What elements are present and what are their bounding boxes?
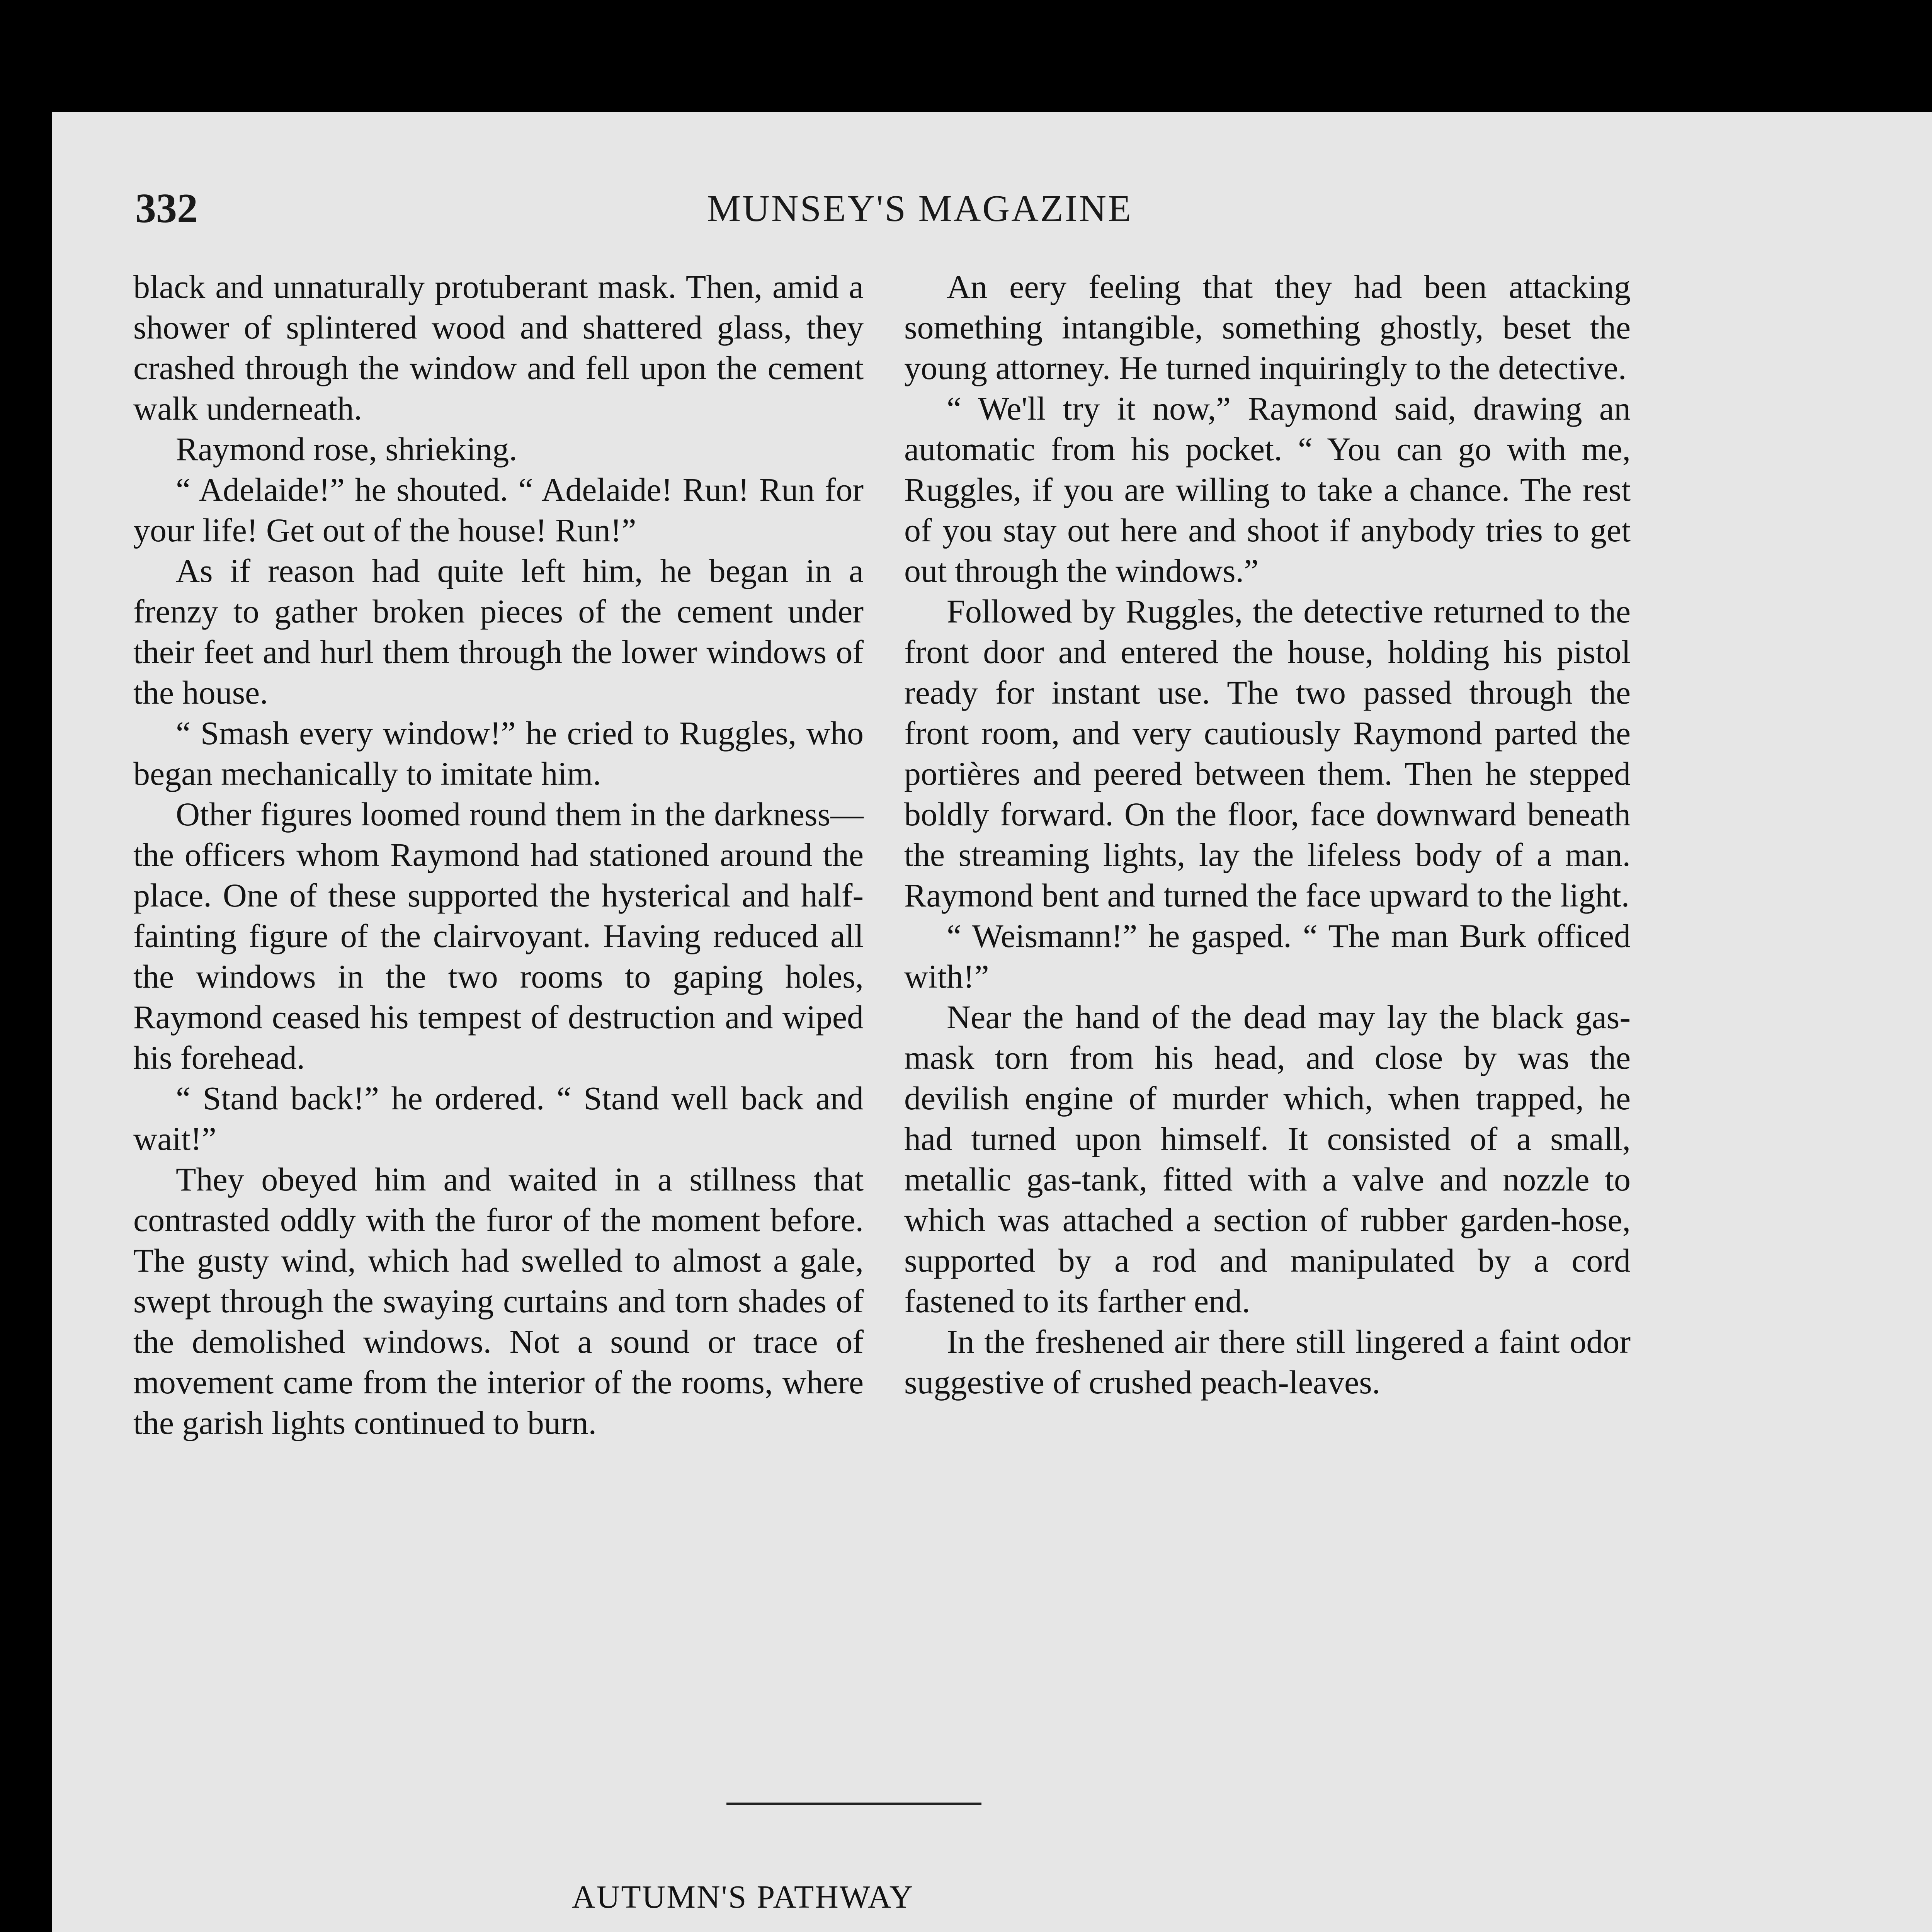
section-divider bbox=[726, 1803, 981, 1805]
paragraph: black and unnaturally protuberant mask. Then, amid a shower of splintered wood and shattered glass, they crashed through the window and fell upon the cement walk underneath. bbox=[133, 268, 864, 427]
running-head: MUNSEY'S MAGAZINE bbox=[707, 188, 1133, 230]
left-column bbox=[133, 267, 864, 1443]
paragraph: Other figures loomed round them in the darkness—the officers whom Raymond had stationed around the place. One of these supported the hysterical and half-fainting figure of the clairvoyant. Having reduced all the windows in the two rooms to gaping holes, Raymond ceased his tempest of destruction and wiped his forehead. bbox=[133, 796, 864, 1076]
paragraph: “ Smash every window!” he cried to Ruggles, who began mechanically to imitate him. bbox=[133, 714, 864, 792]
paragraph: “ We'll try it now,” Raymond said, drawing an automatic from his pocket. “ You can go with me, Ruggles, if you are willing to take a chance. The rest of you stay out here and shoot if anybody tries to get out through the windows.” bbox=[904, 390, 1631, 589]
paragraph: They obeyed him and waited in a stillness that contrasted oddly with the furor of the moment before. The gusty wind, which had swelled to almost a gale, swept through the swaying curtains and torn shades of the demolished windows. Not a sound or trace of movement came from the interior of the rooms, where the garish lights continued to burn. bbox=[133, 1161, 864, 1441]
page-number: 332 bbox=[135, 185, 198, 231]
paragraph: “ Adelaide!” he shouted. “ Adelaide! Run! Run for your life! Get out of the house! Run!” bbox=[133, 471, 864, 549]
paragraph: As if reason had quite left him, he began in a frenzy to gather broken pieces of the cement under their feet and hurl them through the lower windows of the house. bbox=[133, 552, 864, 711]
paragraph: Raymond rose, shrieking. bbox=[176, 430, 517, 468]
poem-title bbox=[572, 1874, 1298, 1920]
poem-title-text: AUTUMN'S PATHWAY bbox=[572, 1879, 914, 1915]
paragraph: In the freshened air there still lingered a faint odor suggestive of crushed peach-leaves. bbox=[904, 1323, 1631, 1401]
paragraph: Near the hand of the dead may lay the black gas-mask torn from his head, and close by was the devilish engine of murder which, when trapped, he had turned upon himself. It consisted of a small, metallic gas-tank, fitted with a valve and nozzle to which was attached a section of rubber garden-hose, supported by a rod and manipulated by a cord fastened to its farther end. bbox=[904, 998, 1631, 1320]
paragraph: An eery feeling that they had been attacking something intangible, something ghostly, beset the young attorney. He turned inquiringly to the detective. bbox=[904, 268, 1631, 386]
paragraph: “ Weismann!” he gasped. “ The man Burk officed with!” bbox=[904, 917, 1631, 995]
right-column bbox=[904, 267, 1631, 1403]
paragraph: Followed by Ruggles, the detective returned to the front door and entered the house, holding his pistol ready for instant use. The two passed through the front room, and very cautiously Raymond parted the portières and peered between them. Then he stepped boldly forward. On the floor, face downward beneath the streaming lights, lay the lifeless body of a man. Raymond bent and turned the face upward to the light. bbox=[904, 593, 1631, 914]
paragraph: “ Stand back!” he ordered. “ Stand well back and wait!” bbox=[133, 1080, 864, 1157]
page-header bbox=[135, 178, 1681, 255]
